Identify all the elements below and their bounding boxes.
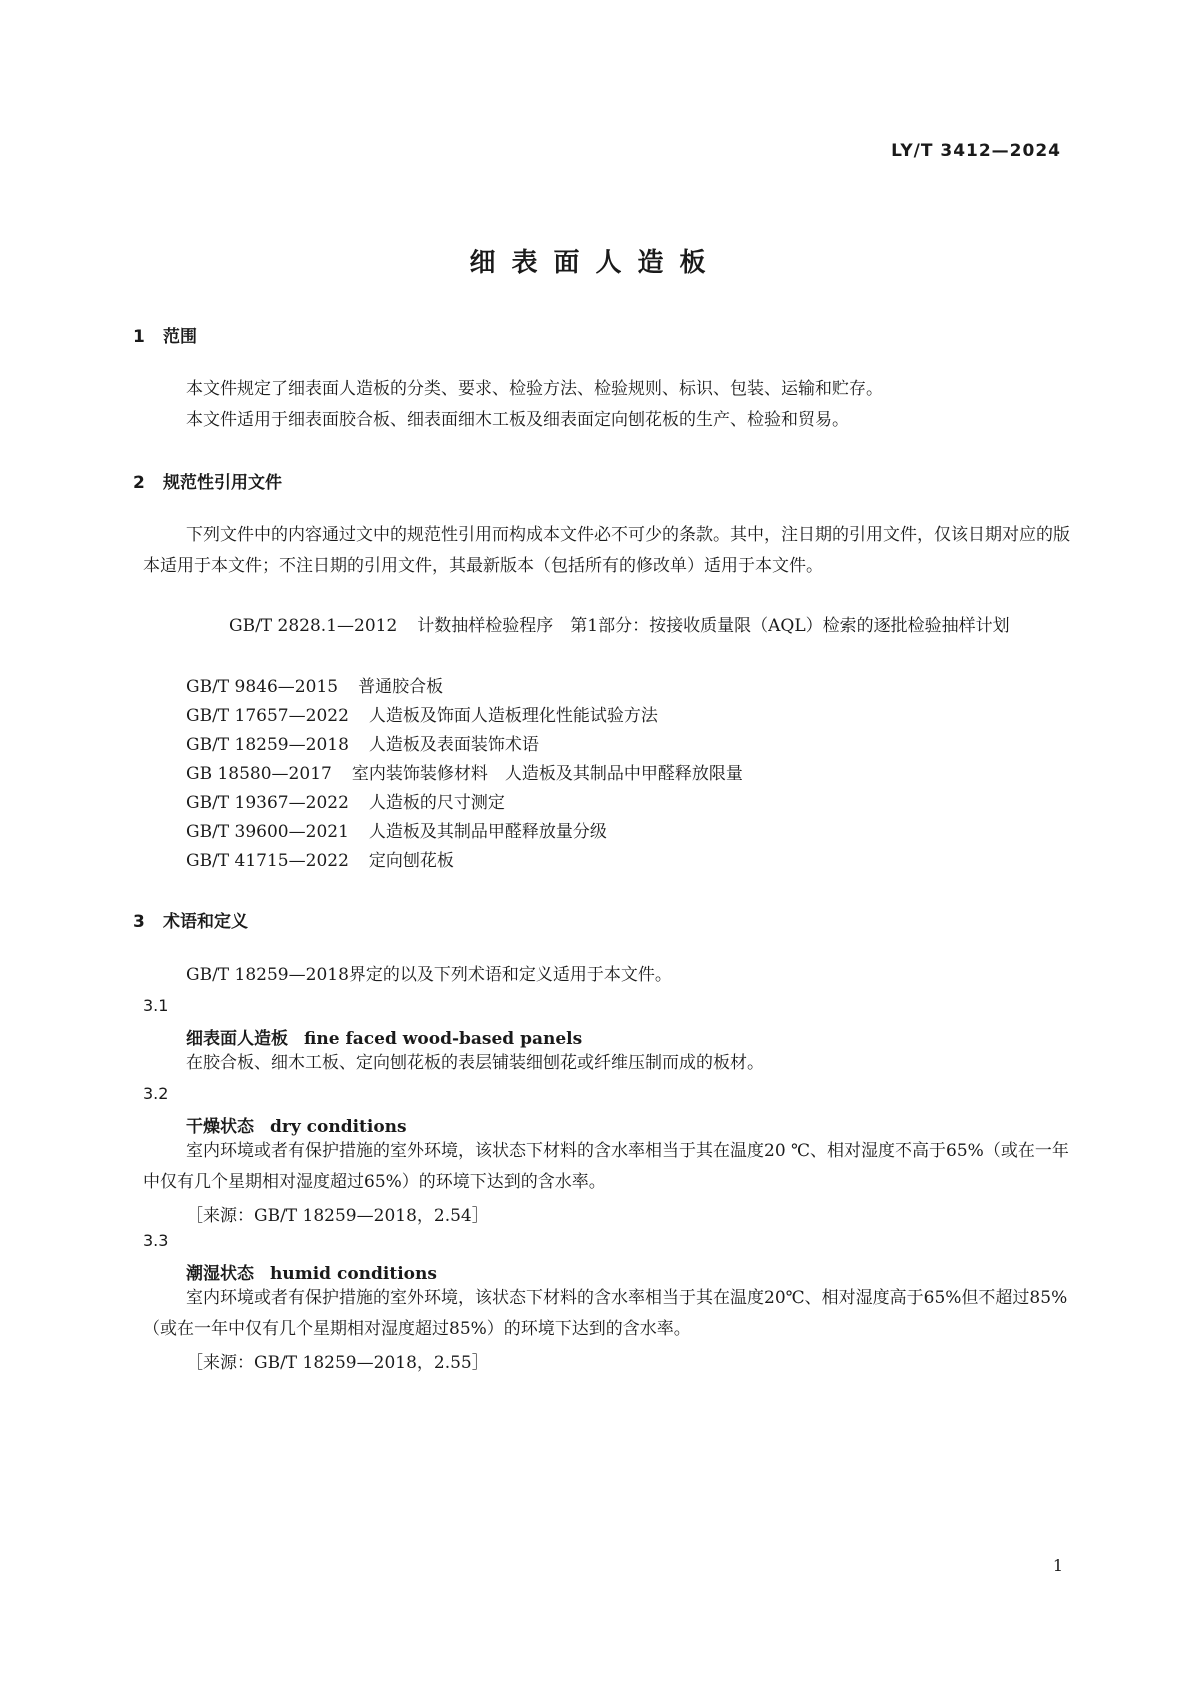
scope-paragraph-1: 本文件规定了细表面人造板的分类、要求、检验方法、检验规则、标识、包装、运输和贮存。 [186, 379, 883, 399]
reference-code: GB/T 39600—2021 [186, 822, 349, 842]
section-title: 术语和定义 [163, 912, 248, 932]
page-number: 1 [1052, 1556, 1063, 1575]
scope-paragraph-2: 本文件适用于细表面胶合板、细表面细木工板及细表面定向刨花板的生产、检验和贸易。 [186, 410, 849, 430]
term-number: 3.2 [143, 1084, 169, 1103]
section-number: 2 [133, 473, 145, 493]
term-english: fine faced wood-based panels [304, 1029, 583, 1049]
reference-code: GB/T 19367—2022 [186, 793, 349, 813]
section-number: 3 [133, 912, 145, 932]
reference-title: 普通胶合板 [358, 677, 444, 697]
term-chinese: 细表面人造板 [186, 1029, 288, 1049]
term-number: 3.1 [143, 996, 169, 1015]
reference-code: GB/T 2828.1—2012 [229, 616, 398, 636]
section-2-heading [133, 468, 282, 493]
reference-item [186, 730, 539, 761]
section-1-heading [133, 322, 197, 347]
section-title: 规范性引用文件 [163, 473, 282, 493]
reference-code: GB/T 17657—2022 [186, 706, 349, 726]
reference-item [143, 611, 1071, 642]
term-heading [186, 1259, 437, 1284]
term-definition: 室内环境或者有保护措施的室外环境，该状态下材料的含水率相当于其在温度20 ℃、相对湿度不高于65%（或在一年中仅有几个星期相对湿度超过65%）的环境下达到的含水率。 [143, 1141, 1069, 1192]
reference-title: 人造板及饰面人造板理化性能试验方法 [368, 706, 658, 726]
document-id: LY/T 3412—2024 [891, 141, 1061, 161]
term-english: humid conditions [270, 1264, 437, 1284]
reference-title: 定向刨花板 [368, 851, 454, 871]
section-3-heading [133, 907, 248, 932]
section-title: 范围 [163, 327, 197, 347]
reference-title: 计数抽样检验程序 第1部分：按接收质量限（AQL）检索的逐批检验抽样计划 [417, 616, 1010, 636]
reference-item [186, 701, 658, 732]
reference-code: GB/T 41715—2022 [186, 851, 349, 871]
term-heading [186, 1112, 407, 1137]
reference-code: GB/T 9846—2015 [186, 677, 339, 697]
section-number: 1 [133, 327, 145, 347]
reference-code: GB 18580—2017 [186, 764, 332, 784]
reference-title: 人造板及其制品甲醛释放量分级 [368, 822, 607, 842]
reference-item [186, 759, 743, 790]
term-chinese: 潮湿状态 [186, 1264, 254, 1284]
reference-title: 室内装饰装修材料 人造板及其制品中甲醛释放限量 [351, 764, 743, 784]
term-source: ［来源：GB/T 18259—2018，2.54］ [186, 1206, 489, 1226]
reference-item [186, 817, 607, 848]
terms-intro: GB/T 18259—2018界定的以及下列术语和定义适用于本文件。 [186, 965, 672, 985]
term-heading [186, 1024, 582, 1049]
term-source: ［来源：GB/T 18259—2018，2.55］ [186, 1353, 489, 1373]
reference-title: 人造板及表面装饰术语 [368, 735, 539, 755]
term-definition: 室内环境或者有保护措施的室外环境，该状态下材料的含水率相当于其在温度20℃、相对湿度高于65%但不超过85%（或在一年中仅有几个星期相对湿度超过85%）的环境下达到的含水率。 [143, 1288, 1068, 1339]
term-definition: 在胶合板、细木工板、定向刨花板的表层铺装细刨花或纤维压制而成的板材。 [186, 1053, 764, 1073]
normative-references-intro: 下列文件中的内容通过文中的规范性引用而构成本文件必不可少的条款。其中，注日期的引用文件，仅该日期对应的版本适用于本文件；不注日期的引用文件，其最新版本（包括所有的修改单）适用于本文件。 [143, 525, 1070, 576]
reference-item [186, 846, 454, 877]
term-number: 3.3 [143, 1231, 169, 1250]
reference-code: GB/T 18259—2018 [186, 735, 349, 755]
reference-title: 人造板的尺寸测定 [368, 793, 505, 813]
term-english: dry conditions [270, 1117, 407, 1137]
reference-item [186, 788, 505, 819]
reference-item [186, 672, 443, 703]
term-chinese: 干燥状态 [186, 1117, 254, 1137]
document-title: 细表面人造板 [469, 248, 722, 278]
